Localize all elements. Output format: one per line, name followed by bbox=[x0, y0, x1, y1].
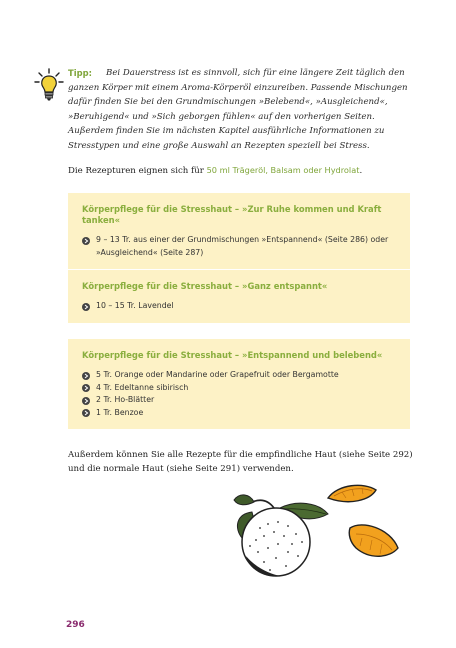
ingredient-item bbox=[82, 234, 396, 259]
bullet-arrow-icon bbox=[82, 384, 90, 392]
recipe-title: Körperpflege für die Stresshaut – »Zur Ruhe kommen und Kraft tanken« bbox=[82, 204, 382, 225]
ingredient-list bbox=[82, 300, 396, 313]
ingredient-text: 5 Tr. Orange oder Mandarine oder Grapefruit oder Bergamotte bbox=[96, 370, 339, 379]
ingredient-list bbox=[82, 369, 396, 419]
tip-text: Bei Dauerstress ist es sinnvoll, sich für eine längere Zeit täglich den ganzen Körper mit einem Aroma-Körperöl einzureiben. Passende Mischungen dafür finden Sie bei den Grundmischungen »Belebend«, »Ausgleichend«, »Beruhigend« und »Sich geborgen fühlen« auf den vorherigen Seiten. Außerdem finden Sie im nächsten Kapitel ausführliche Informationen zu Stresstypen und eine große Auswahl an Rezepten speziell bei Stress. bbox=[68, 68, 408, 151]
ingredient-item bbox=[82, 407, 396, 420]
ingredient-text: 1 Tr. Benzoe bbox=[96, 407, 144, 417]
recipe-title: Körperpflege für die Stresshaut – »Entspannend und belebend« bbox=[82, 350, 383, 360]
intro-text: Die Rezepturen eignen sich für bbox=[68, 166, 207, 176]
mandarin-illustration bbox=[230, 478, 420, 593]
recipe-box-3 bbox=[68, 339, 410, 429]
ingredient-item bbox=[82, 382, 396, 395]
ingredient-text: 9 – 13 Tr. aus einer der Grundmischungen »Entspannend« (Seite 286) oder »Ausgleichend« (Seite 287) bbox=[96, 235, 389, 257]
recipe-box-2 bbox=[68, 270, 410, 323]
recipe-title: Körperpflege für die Stresshaut – »Ganz entspannt« bbox=[82, 281, 328, 291]
ingredient-list bbox=[82, 234, 396, 259]
tip-section bbox=[68, 66, 408, 154]
lightbulb-icon bbox=[34, 68, 64, 102]
intro-end: . bbox=[359, 166, 363, 176]
bullet-arrow-icon bbox=[82, 372, 90, 380]
ingredient-text: 4 Tr. Edeltanne sibirisch bbox=[96, 382, 189, 392]
bullet-arrow-icon bbox=[82, 409, 90, 417]
ingredient-text: 2 Tr. Ho-Blätter bbox=[96, 395, 155, 404]
ingredient-item bbox=[82, 300, 396, 313]
bullet-arrow-icon bbox=[82, 303, 90, 311]
bullet-arrow-icon bbox=[82, 237, 90, 245]
page-number: 296 bbox=[66, 620, 85, 630]
bullet-arrow-icon bbox=[82, 397, 90, 405]
ingredient-item bbox=[82, 394, 396, 407]
tip-label: Tipp: bbox=[68, 68, 92, 78]
recipe-box-1 bbox=[68, 193, 410, 269]
intro-highlight: 50 ml Trägeröl, Balsam oder Hydrolat bbox=[206, 165, 360, 175]
ingredient-text: 10 – 15 Tr. Lavendel bbox=[96, 301, 174, 310]
intro-paragraph bbox=[68, 164, 413, 177]
ingredient-item bbox=[82, 369, 396, 382]
outro-paragraph: Außerdem können Sie alle Rezepte für die empfindliche Haut (siehe Seite 292) und die normale Haut (siehe Seite 291) verwenden. bbox=[68, 450, 413, 474]
